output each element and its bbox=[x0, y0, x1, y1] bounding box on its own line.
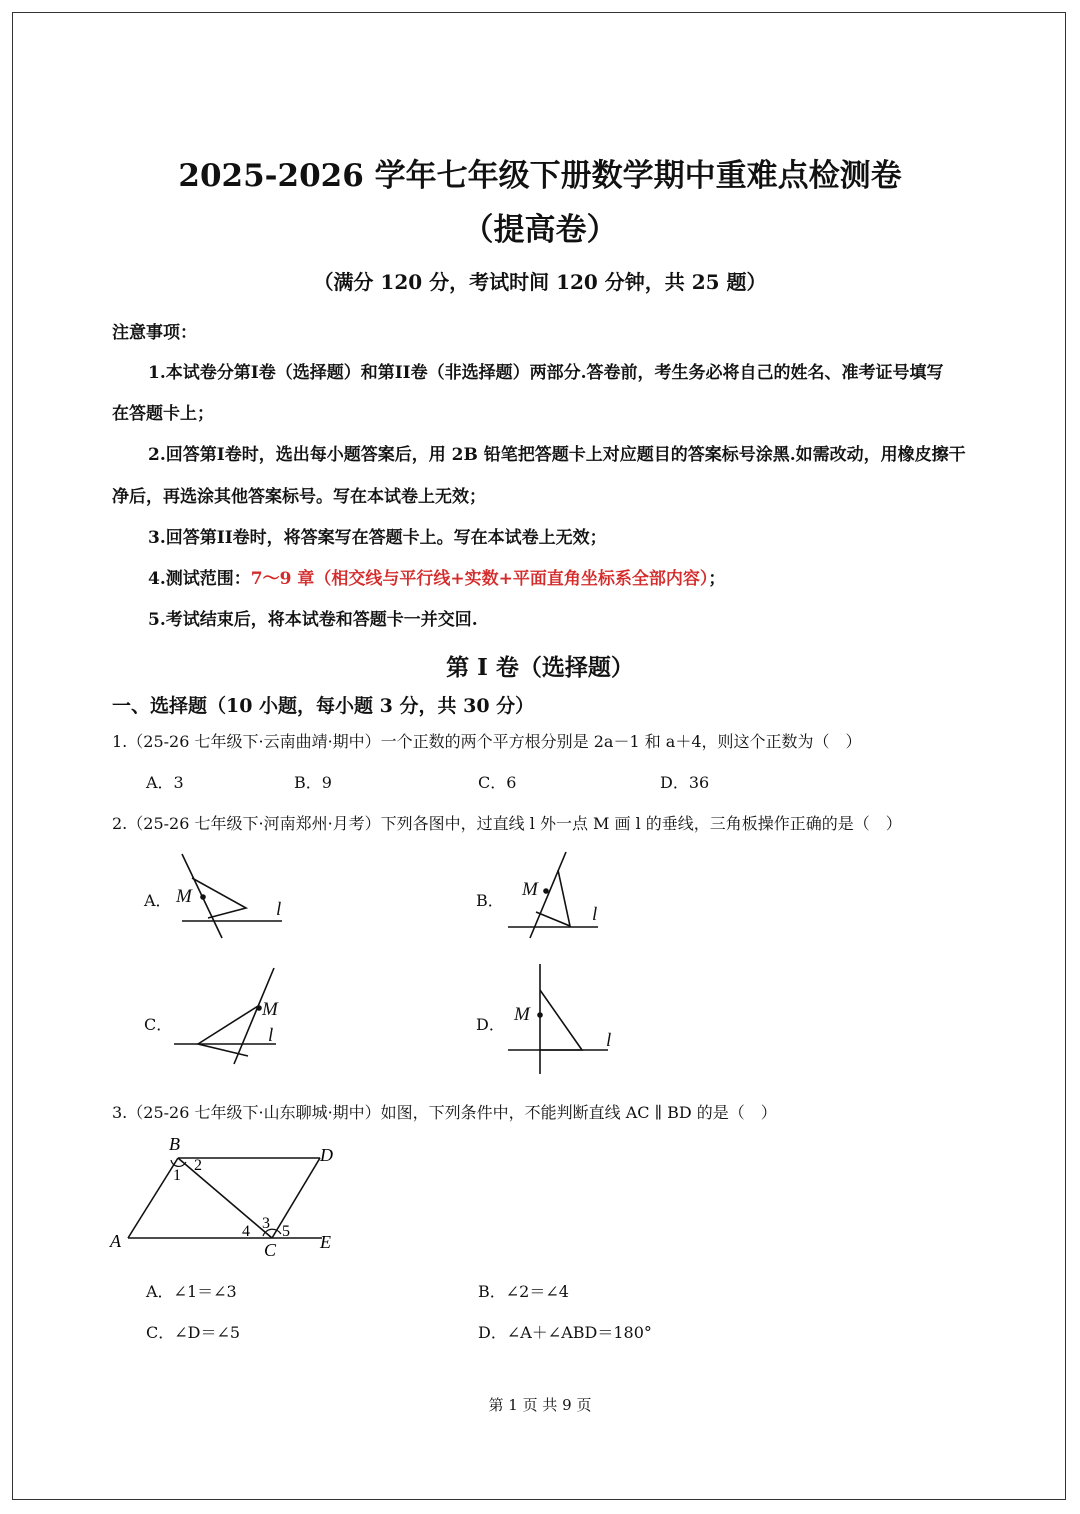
section-title: 第 I 卷（选择题） bbox=[446, 654, 634, 681]
q3-label-a: A bbox=[110, 1231, 121, 1251]
q3-angle-3: 3 bbox=[262, 1215, 270, 1232]
q3-angle-5: 5 bbox=[282, 1223, 290, 1240]
q3-angle-1: 1 bbox=[173, 1167, 181, 1184]
question-2-text: 2.（25-26 七年级下·河南郑州·月考）下列各图中，过直线 l 外一点 M 画 l 的垂线，三角板操作正确的是（ ） bbox=[112, 814, 902, 833]
q2-b-line-label: l bbox=[592, 904, 598, 925]
q1-option-d: D．36 bbox=[660, 773, 710, 792]
q2-figure-b bbox=[502, 848, 622, 943]
note-3: 3.回答第II卷时，将答案写在答题卡上。写在本试卷上无效； bbox=[148, 528, 607, 548]
q2-option-c: C． bbox=[144, 1015, 173, 1034]
q3-option-c: C．∠D＝∠5 bbox=[146, 1323, 241, 1342]
q2-option-d: D． bbox=[476, 1015, 505, 1034]
q2-c-point-label: M bbox=[262, 999, 278, 1020]
q3-option-d: D．∠A＋∠ABD＝180° bbox=[478, 1323, 652, 1342]
exam-title: 2025-2026 学年七年级下册数学期中重难点检测卷 bbox=[178, 158, 902, 194]
question-3-text: 3.（25-26 七年级下·山东聊城·期中）如图，下列条件中，不能判断直线 AC ∥ BD 的是（ ） bbox=[112, 1103, 777, 1122]
notes-heading: 注意事项： bbox=[112, 323, 197, 343]
note-2a: 2.回答第I卷时，选出每小题答案后，用 2B 铅笔把答题卡上对应题目的答案标号涂黑.如需改动，用橡皮擦干 bbox=[148, 445, 966, 465]
q3-option-a: A．∠1＝∠3 bbox=[146, 1282, 237, 1301]
q3-label-c: C bbox=[264, 1240, 277, 1260]
q2-c-line-label: l bbox=[268, 1025, 274, 1046]
q3-label-e: E bbox=[320, 1232, 331, 1252]
q3-option-b: B．∠2＝∠4 bbox=[478, 1282, 569, 1301]
note-4 bbox=[148, 564, 725, 589]
note-1a: 1.本试卷分第I卷（选择题）和第II卷（非选择题）两部分.答卷前，考生务必将自己的姓名、准考证号填写 bbox=[148, 363, 944, 383]
q1-option-b: B．9 bbox=[294, 773, 332, 792]
q2-d-point-label: M bbox=[514, 1004, 530, 1025]
q2-d-line-label: l bbox=[606, 1030, 612, 1051]
q2-a-line-label: l bbox=[276, 899, 282, 920]
q3-label-d: D bbox=[320, 1145, 333, 1165]
q2-option-b: B． bbox=[476, 891, 504, 910]
note-5: 5.考试结束后，将本试卷和答题卡一并交回. bbox=[148, 610, 478, 630]
q3-angle-2: 2 bbox=[194, 1157, 202, 1174]
note-4-prefix: 4.测试范围： bbox=[148, 569, 251, 589]
exam-info: （满分 120 分，考试时间 120 分钟，共 25 题） bbox=[313, 270, 767, 294]
note-4-scope: 7～9 章（相交线与平行线+实数+平面直角坐标系全部内容） bbox=[250, 569, 709, 589]
q3-label-b: B bbox=[169, 1134, 180, 1154]
q3-figure-parallelogram bbox=[100, 1130, 350, 1265]
note-4-suffix: ； bbox=[708, 569, 726, 589]
q2-option-a: A． bbox=[144, 891, 172, 910]
question-1-text: 1.（25-26 七年级下·云南曲靖·期中）一个正数的两个平方根分别是 2a－1 和 a＋4，则这个正数为（ ） bbox=[112, 732, 862, 751]
part-title: 一、选择题（10 小题，每小题 3 分，共 30 分） bbox=[112, 695, 535, 717]
q1-option-a: A．3 bbox=[146, 773, 184, 792]
exam-subtitle-type: （提高卷） bbox=[462, 212, 618, 248]
note-2b: 净后，再选涂其他答案标号。写在本试卷上无效； bbox=[112, 487, 486, 507]
note-1b: 在答题卡上； bbox=[112, 404, 214, 424]
q2-a-point-label: M bbox=[176, 886, 192, 907]
q3-angle-4: 4 bbox=[242, 1223, 250, 1240]
page-footer: 第 1 页 共 9 页 bbox=[488, 1396, 592, 1414]
q2-b-point-label: M bbox=[522, 879, 538, 900]
q1-option-c: C．6 bbox=[478, 773, 517, 792]
